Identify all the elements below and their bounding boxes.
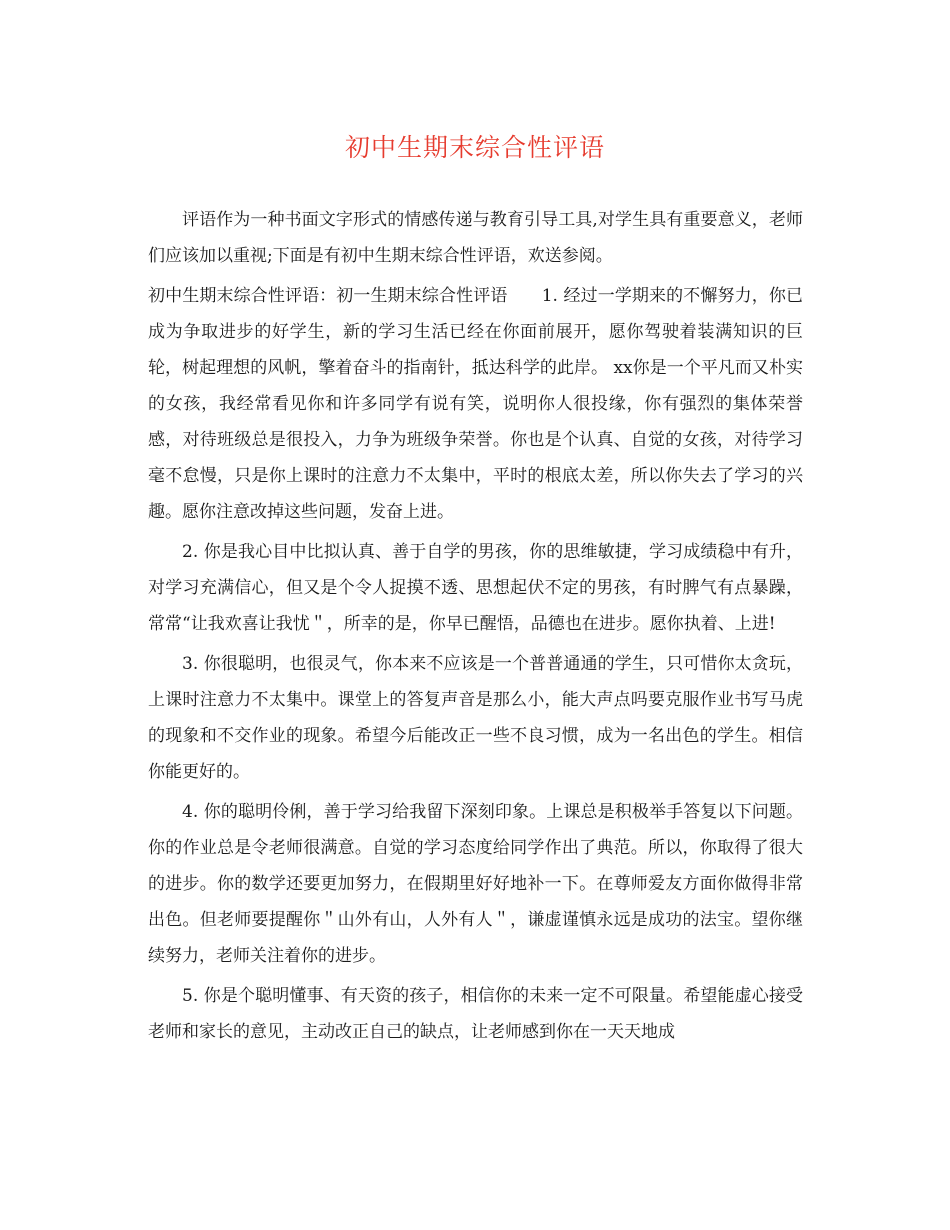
document-title: 初中生期末综合性评语 <box>344 133 605 162</box>
paragraph-comment-2: 2. 你是我心目中比拟认真、善于自学的男孩，你的思维敏捷，学习成绩稳中有升，对学习充满信心，但又是个令人捉摸不透、思想起伏不定的男孩，有时脾气有点暴躁，常常“让我欢喜让我忧＂，所幸的是，你早已醒悟，品德也在进步。愿你执着、上进! <box>148 542 803 634</box>
document-body <box>148 202 803 1054</box>
paragraph-intro: 评语作为一种书面文字形式的情感传递与教育引导工具,对学生具有重要意义，老师们应该加以重视;下面是有初中生期末综合性评语，欢送参阅。 <box>148 210 803 266</box>
paragraph-comment-5: 5. 你是个聪明懂事、有天资的孩子，相信你的未来一定不可限量。希望能虚心接受老师和家长的意见，主动改正自己的缺点，让老师感到你在一天天地成 <box>148 986 803 1042</box>
paragraph-comment-1: 初中生期末综合性评语：初一生期末综合性评语 1. 经过一学期来的不懈努力，你已成为争取进步的好学生，新的学习生活已经在你面前展开，愿你驾驶着装满知识的巨轮，树起理想的风帆，擎着奋斗的指南针，抵达科学的此岸。 xx你是一个平凡而又朴实的女孩，我经常看见你和许多同学有说有笑，说明你人很投缘，你有强烈的集体荣誉感，对待班级总是很投入，力争为班级争荣誉。你也是个认真、自觉的女孩，对待学习毫不怠慢，只是你上课时的注意力不太集中，平时的根底太差，所以你失去了学习的兴趣。愿你注意改掉这些问题，发奋上进。 <box>148 286 803 522</box>
paragraph-comment-4: 4. 你的聪明伶俐，善于学习给我留下深刻印象。上课总是积极举手答复以下问题。你的作业总是令老师很满意。自觉的学习态度给同学作出了典范。所以，你取得了很大的进步。你的数学还要更加努力，在假期里好好地补一下。在尊师爱友方面你做得非常出色。但老师要提醒你＂山外有山，人外有人＂，谦虚谨慎永远是成功的法宝。望你继续努力，老师关注着你的进步。 <box>148 802 803 966</box>
paragraph-comment-3: 3. 你很聪明，也很灵气，你本来不应该是一个普普通通的学生，只可惜你太贪玩，上课时注意力不太集中。课堂上的答复声音是那么小，能大声点吗要克服作业书写马虎的现象和不交作业的现象。希望今后能改正一些不良习惯，成为一名出色的学生。相信你能更好的。 <box>148 654 803 782</box>
